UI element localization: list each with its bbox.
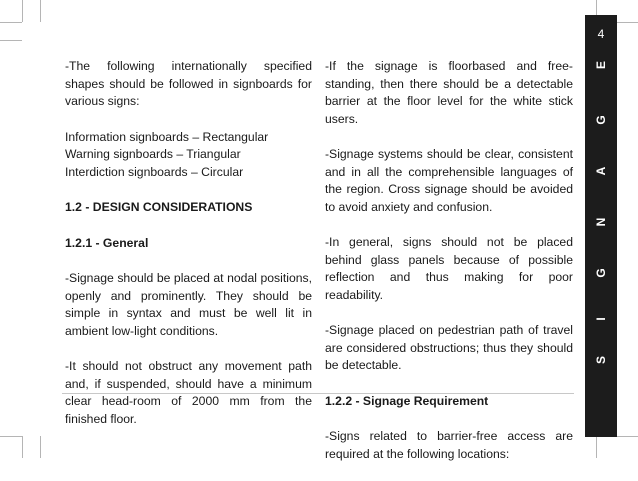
crop-mark: [0, 22, 22, 23]
body-paragraph: -If the signage is floorbased and free-standing, then there should be a detectable barrier at the floor level for the white stick users.: [325, 59, 573, 126]
body-paragraph: -It should not obstruct any movement path and, if suspended, should have a minimum clear head-room of 2000 mm from the finished floor.: [65, 359, 312, 426]
subsection-heading: 1.2.2 - Signage Requirement: [325, 393, 489, 408]
body-paragraph: -Signage placed on pedestrian path of travel are considered obstructions; thus they should be detectable.: [325, 323, 573, 372]
shapes-list: [65, 129, 312, 182]
sidebar-letter: G: [594, 268, 608, 278]
sidebar-letter: G: [594, 115, 608, 125]
body-paragraph: -Signs related to barrier-free access are required at the following locations:: [325, 429, 573, 461]
shape-item: Information signboards – Rectangular: [65, 129, 269, 144]
crop-mark: [616, 436, 638, 437]
footer-rule: [62, 393, 574, 394]
sidebar-letter: A: [594, 166, 608, 176]
left-column: [65, 58, 312, 446]
body-paragraph: -In general, signs should not be placed behind glass panels because of possible reflection and thus making for poor readability.: [325, 235, 573, 302]
body-paragraph: -Signage should be placed at nodal positions, openly and prominently. They should be simple in syntax and must be well lit in ambient low-light conditions.: [65, 271, 312, 338]
intro-paragraph: -The following internationally specified shapes should be followed in signboards for various signs:: [65, 59, 312, 108]
body-paragraph: -Signage systems should be clear, consistent and in all the comprehensible languages of the region. Cross signage should be avoided to avoid anxiety and confusion.: [325, 147, 573, 214]
crop-mark: [616, 22, 638, 23]
crop-mark: [22, 436, 23, 458]
sidebar-letter: E: [594, 61, 608, 70]
crop-mark: [40, 436, 41, 458]
section-sidebar: [585, 15, 617, 437]
subsection-heading: 1.2.1 - General: [65, 235, 149, 250]
section-heading: 1.2 - DESIGN CONSIDERATIONS: [65, 200, 253, 214]
crop-mark: [22, 0, 23, 22]
sidebar-letter: I: [594, 317, 608, 321]
sidebar-letter: N: [594, 217, 608, 227]
crop-mark: [40, 0, 41, 22]
sidebar-letter: S: [594, 356, 608, 365]
crop-mark: [0, 40, 22, 41]
shape-item: Warning signboards – Triangular: [65, 147, 241, 161]
crop-mark: [0, 436, 22, 437]
right-column: [325, 58, 573, 481]
shape-item: Interdiction signboards – Circular: [65, 164, 244, 179]
crop-mark: [596, 436, 597, 458]
page-number: 4: [597, 27, 605, 41]
